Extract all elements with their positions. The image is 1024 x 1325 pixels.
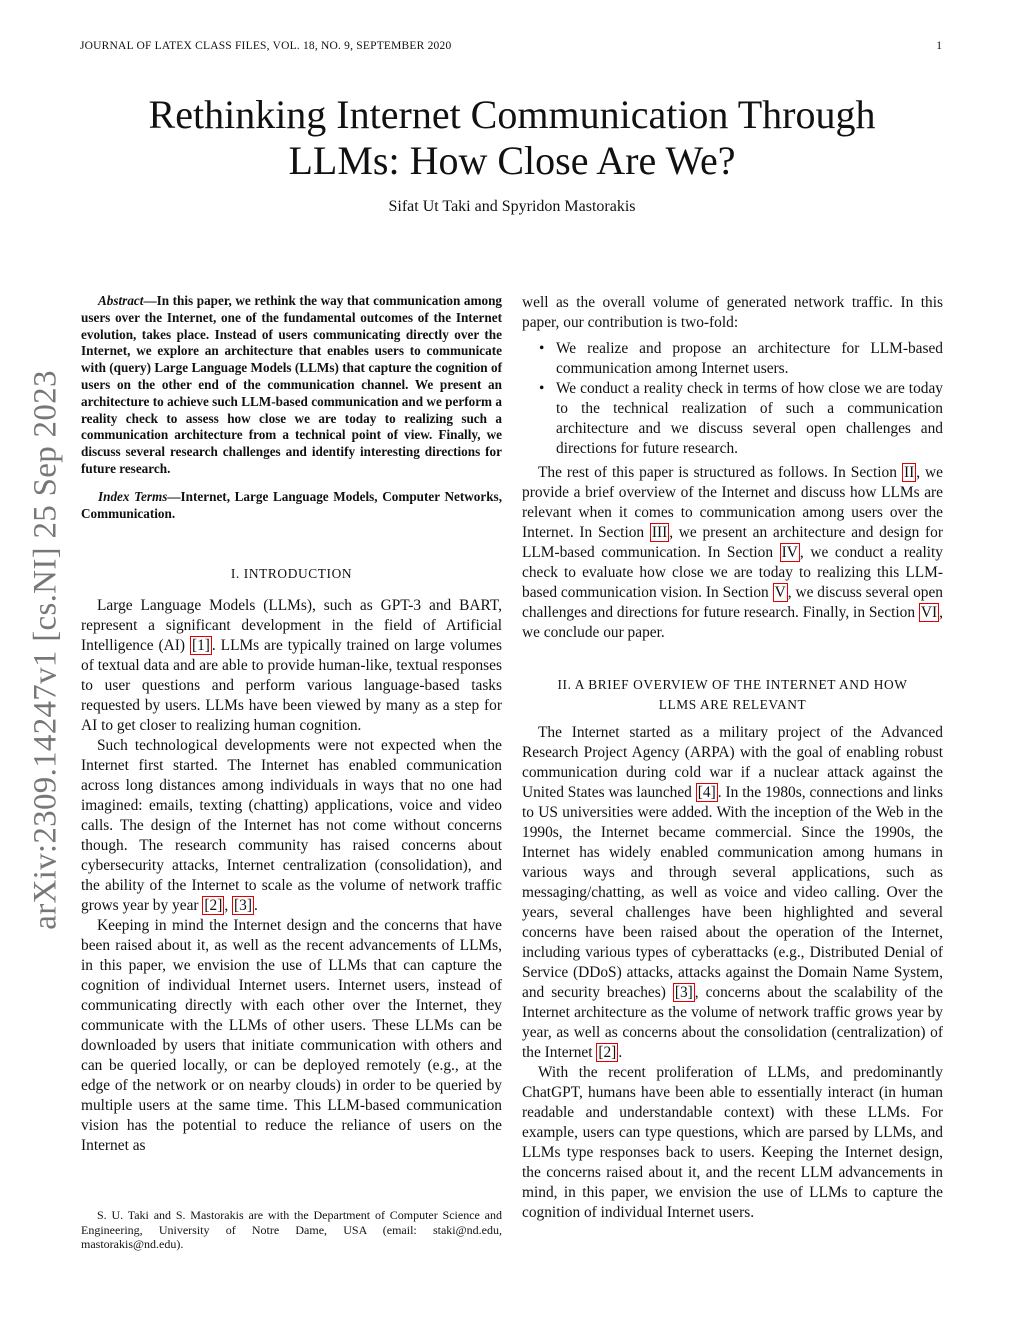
- citation-link[interactable]: [2]: [204, 897, 223, 915]
- title-line-1: Rethinking Internet Communication Through: [148, 92, 876, 137]
- intro-paragraph-1: [81, 596, 502, 736]
- overview-paragraph-2: With the recent proliferation of LLMs, and predominantly ChatGPT, humans have been able to essentially interact (in human readable and understandable context) with these LLMs. For example, users can type questions, which are parsed by LLMs, and LLMs type responses back to users. Keeping the Internet design, the concerns raised about it, and the recent LLM advancements in mind, in this paper, we envision the use of LLMs to capture the cognition of individual Internet users.: [522, 1064, 943, 1221]
- text-span: , we conclude our paper.: [522, 604, 943, 641]
- text-span: Large Language Models (LLMs), such as GPT-3 and BART, represent a significant development in the field of Artificial Intelligence (AI): [81, 597, 502, 655]
- citation-link[interactable]: [1]: [191, 637, 210, 655]
- text-span: , concerns about the scalability of the Internet architecture as the volume of network traffic grows year by year, as well as concerns about the consolidation (centralization) of the Internet: [522, 984, 943, 1061]
- intro-paragraph-3-continued: well as the overall volume of generated network traffic. In this paper, our contribution is two-fold:: [522, 294, 943, 331]
- text-span: , we provide a brief overview of the Internet and discuss how LLMs are relevant when it comes to communication among users over the Internet. In Section: [522, 464, 943, 541]
- text-span: , we discuss several open challenges and directions for future research. Finally, in Section: [522, 584, 944, 621]
- author-list: Sifat Ut Taki and Spyridon Mastorakis: [388, 198, 636, 215]
- text-span: .: [253, 897, 258, 915]
- paper-title: [0, 92, 1024, 184]
- left-column: [81, 293, 502, 1156]
- text-span: , we conduct a reality check to evaluate how close we are today to realizing this LLM-based communication vision. In Section: [522, 544, 944, 601]
- intro-paragraph-structure: [522, 463, 943, 643]
- section-link[interactable]: IV: [781, 544, 798, 561]
- intro-paragraph-2: [81, 736, 502, 916]
- index-terms-text: —Internet, Large Language Models, Computer Networks, Communication.: [81, 488, 502, 521]
- citation-link[interactable]: [3]: [234, 897, 252, 915]
- text-span: The rest of this paper is structured as follows. In Section: [538, 464, 902, 481]
- abstract-text: —In this paper, we rethink the way that communication among users over the Internet, one of the fundamental outcomes of the Internet evolution, takes place. Instead of users communicating directly over the Internet, we explore an architecture that enables users to communicate with (query) Large Language Models (LLMs) that capture the cognition of users on the other end of the communication channel. We present an architecture to achieve such LLM-based communication and we perform a reality check to assess how close we are today to realizing such a communication architecture from a technical point of view. Finally, we discuss several research challenges and identify interesting directions for future research.: [81, 293, 502, 476]
- text-span: The Internet started as a military project of the Advanced Research Project Agency (ARPA) with the goal of enabling robust communication during cold war if a nuclear attack against the United States was launched: [522, 724, 943, 801]
- contribution-item-2: • We conduct a reality check in terms of how close we are today to the technical realization of such a communication architecture and we discuss several open challenges and directions for future research.: [556, 379, 943, 459]
- text-span: .: [618, 1044, 623, 1061]
- abstract-label: Abstract: [98, 293, 144, 308]
- text-span: . In the 1980s, connections and links to US universities were added. With the inception of the Web in the 1990s, the Internet became commercial. Since the 1990s, the Internet has widely enabled communication among humans in various ways and through several applications, such as messaging/chatting, as well as voice and video calling. Over the years, several challenges have been highlighted and several concerns have been raised about the operation of the Internet, including various types of cyberattacks (e.g., Distributed Denial of Service (DDoS) attacks, attacks against the Domain Name System, and security breaches): [522, 784, 943, 1001]
- arxiv-sidebar: [26, 360, 66, 940]
- intro-paragraph-3: Keeping in mind the Internet design and the concerns that have been raised about it, as well as the recent advancements of LLMs, in this paper, we envision the use of LLMs that can capture the cognition of individual Internet users. Internet users, instead of communicating directly with each other over the Internet, they communicate with the LLMs of other users. These LLMs can be downloaded by users that initiate communication with others and can be queried locally, or can be deployed remotely (e.g., at the edge of the network or on nearby clouds) in order to be queried by multiple users at the same time. This LLM-based communication vision has the potential to reduce the reliance of users on the Internet as: [81, 917, 502, 1155]
- section-link[interactable]: II: [903, 464, 915, 481]
- arxiv-identifier[interactable]: arXiv:2309.14247v1 [cs.NI] 25 Sep 2023: [27, 370, 64, 930]
- title-line-2: LLMs: How Close Are We?: [288, 138, 736, 183]
- section-heading-introduction: I. INTRODUCTION: [230, 566, 353, 582]
- text-span: Such technological developments were not expected when the Internet first started. The Internet has enabled communication across long distances among individuals in ways that no one had imagined: emails, texting (chatting) applications, voice and video calls. The design of the Internet has not come without concerns though. The research community has raised concerns about cybersecurity attacks, Internet centralization (consolidation), and the ability of the Internet to scale as the volume of network traffic grows year by year: [81, 737, 502, 915]
- page-number: 1: [936, 40, 942, 52]
- text-span: . LLMs are typically trained on large volumes of textual data and are able to provide human-like, textual responses to user questions and perform various language-based tasks requested by users. LLMs have been viewed by many as a step for AI to get closer to realizing human cognition.: [81, 637, 502, 735]
- section-heading-line-2: LLMS ARE RELEVANT: [658, 697, 807, 712]
- citation-link[interactable]: [3]: [674, 984, 693, 1001]
- section-heading-overview: [522, 675, 943, 715]
- citation-link[interactable]: [4]: [697, 784, 716, 801]
- citation-link[interactable]: [2]: [598, 1044, 617, 1061]
- index-terms: [81, 489, 502, 523]
- contribution-list: [522, 339, 943, 459]
- right-column: [522, 293, 943, 1223]
- overview-paragraph-1: [522, 723, 943, 1063]
- section-link[interactable]: VI: [920, 604, 938, 621]
- index-terms-label: Index Terms: [98, 488, 168, 504]
- contribution-item-1: • We realize and propose an architecture for LLM-based communication among Internet users.: [556, 339, 943, 379]
- text-span: ,: [224, 897, 233, 915]
- author-affiliation-footnote: S. U. Taki and S. Mastorakis are with the Department of Computer Science and Engineering, University of Notre Dame, USA (email: staki@nd.edu, mastorakis@nd.edu).: [81, 1208, 502, 1251]
- section-heading-line-1: II. A BRIEF OVERVIEW OF THE INTERNET AND HOW: [557, 677, 908, 692]
- abstract: [81, 293, 502, 478]
- section-link[interactable]: III: [651, 524, 668, 541]
- section-link[interactable]: V: [774, 584, 786, 601]
- running-header: JOURNAL OF LATEX CLASS FILES, VOL. 18, NO. 9, SEPTEMBER 2020: [80, 40, 452, 52]
- text-span: , we present an architecture and design for LLM-based communication. In Section: [522, 524, 943, 561]
